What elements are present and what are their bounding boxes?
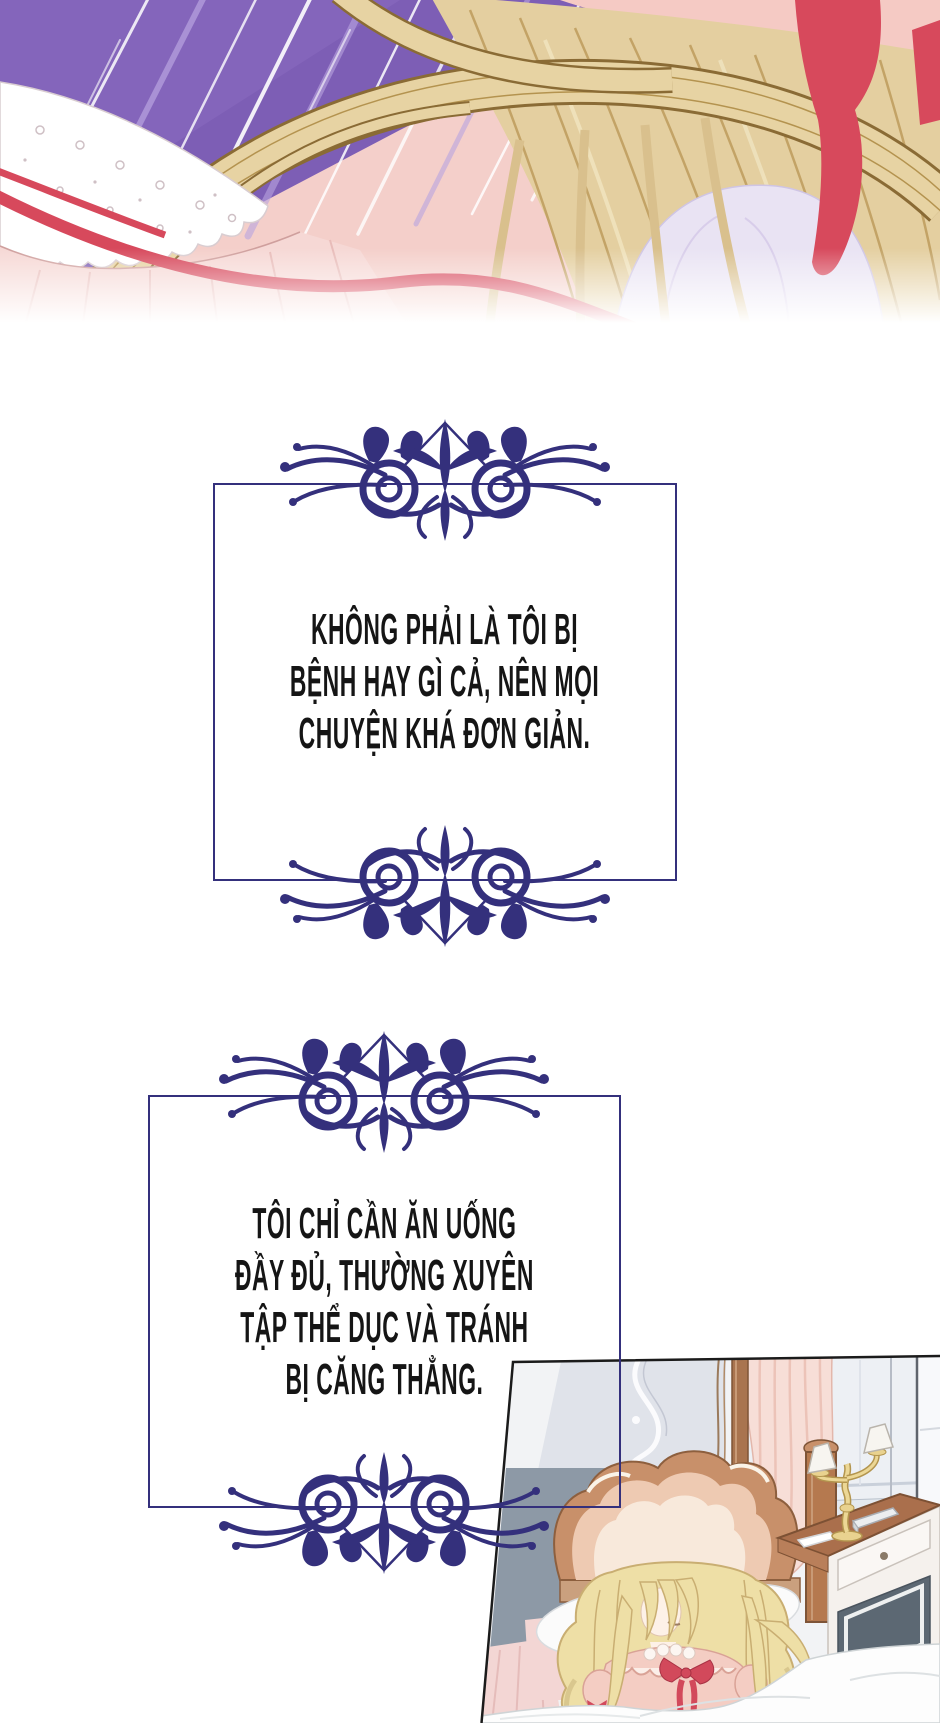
caption-box-2 — [148, 1095, 621, 1508]
caption-line: ĐẦY ĐỦ, THƯỜNG XUYÊN — [235, 1250, 534, 1300]
caption-line: TẬP THỂ DỤC VÀ TRÁNH — [240, 1302, 529, 1352]
caption-line: TÔI CHỈ CẦN ĂN UỐNG — [252, 1198, 517, 1248]
caption-box-1 — [213, 483, 677, 881]
caption-line: CHUYỆN KHÁ ĐƠN GIẢN. — [299, 709, 591, 758]
caption-1-text — [290, 604, 599, 760]
top-illustration-panel — [0, 0, 940, 340]
wardrobe-side — [918, 1357, 940, 1520]
caption-line: BỊ CĂNG THẲNG. — [285, 1354, 484, 1404]
caption-line: KHÔNG PHẢI LÀ TÔI BỊ — [311, 605, 579, 654]
caption-line: BỆNH HAY GÌ CẢ, NÊN MỌI — [290, 657, 600, 706]
white-fade — [0, 240, 940, 340]
caption-2-text — [235, 1198, 534, 1406]
